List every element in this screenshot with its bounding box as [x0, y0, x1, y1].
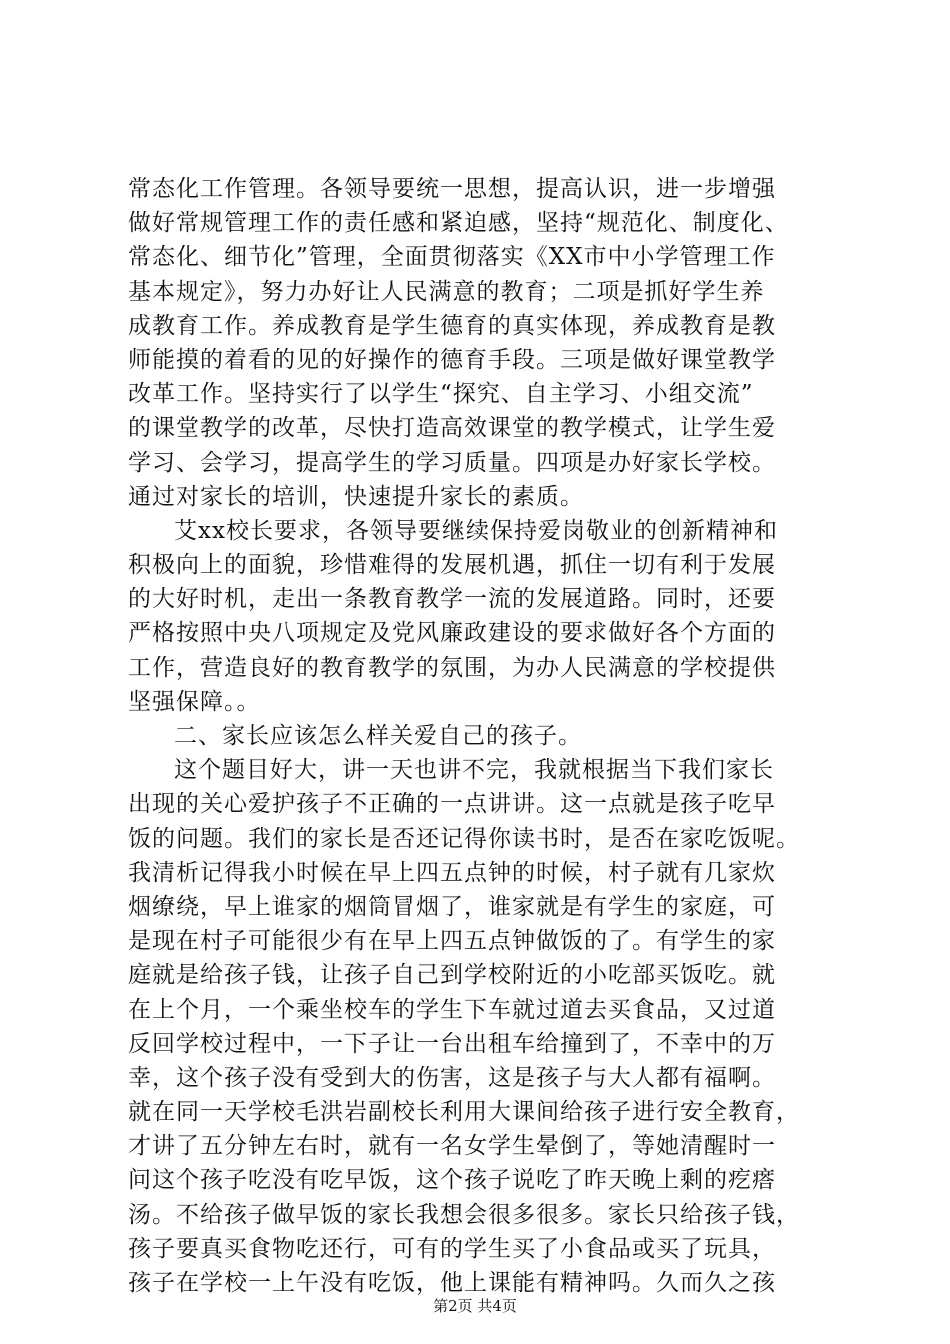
text-line: 工作，营造良好的教育教学的氛围，为办人民满意的学校提供 — [128, 654, 776, 681]
text-line: 问这个孩子吃没有吃早饭，这个孩子说吃了昨天晚上剩的疙瘩 — [128, 1167, 776, 1194]
text-line: 才讲了五分钟左右时，就有一名女学生晕倒了，等她清醒时一 — [128, 1133, 776, 1160]
paragraph-first-line: 艾xx校长要求，各领导要继续保持爱岗敬业的创新精神和 — [174, 517, 778, 544]
text-line: 是现在村子可能很少有在早上四五点钟做饭的了。有学生的家 — [128, 928, 776, 955]
paragraph-first-line: 这个题目好大，讲一天也讲不完，我就根据当下我们家长 — [174, 757, 774, 784]
text-line: 庭就是给孩子钱，让孩子自己到学校附近的小吃部买饭吃。就 — [128, 962, 776, 989]
text-line: 的大好时机，走出一条教育教学一流的发展道路。同时，还要 — [128, 586, 776, 613]
text-line: 我清析记得我小时候在早上四五点钟的时候，村子就有几家炊 — [128, 859, 776, 886]
text-line: 幸，这个孩子没有受到大的伤害，这是孩子与大人都有福啊。 — [128, 1064, 776, 1091]
text-line: 基本规定》，努力办好让人民满意的教育；二项是抓好学生养 — [128, 278, 765, 305]
text-line: 常态化工作管理。各领导要统一思想，提高认识，进一步增强 — [128, 176, 776, 202]
text-line: 的课堂教学的改革，尽快打造高效课堂的教学模式，让学生爱 — [128, 415, 776, 442]
text-line: 饭的问题。我们的家长是否还记得你读书时，是否在家吃饭呢。 — [128, 825, 800, 852]
text-line: 在上个月，一个乘坐校车的学生下车就过道去买食品，又过道 — [128, 996, 776, 1023]
text-line: 孩子在学校一上午没有吃饭，他上课能有精神吗。久而久之孩 — [128, 1270, 776, 1296]
text-line: 严格按照中央八项规定及党风廉政建设的要求做好各个方面的 — [128, 620, 776, 647]
page-number: 第2页 共4页 — [433, 1297, 517, 1315]
text-line: 烟缭绕，早上谁家的烟筒冒烟了，谁家就是有学生的家庭，可 — [128, 893, 776, 920]
text-line: 师能摸的着看的见的好操作的德育手段。三项是做好课堂教学 — [128, 346, 776, 373]
text-line: 坚强保障。。 — [128, 688, 261, 715]
text-line: 成教育工作。养成教育是学生德育的真实体现，养成教育是教 — [128, 312, 776, 339]
page-footer — [0, 1296, 950, 1316]
text-line: 孩子要真买食物吃还行，可有的学生买了小食品或买了玩具， — [128, 1235, 776, 1262]
text-line: 学习、会学习，提高学生的学习质量。四项是办好家长学校。 — [128, 449, 776, 476]
text-line: 反回学校过程中，一下子让一台出租车给撞到了，不幸中的万 — [128, 1030, 776, 1057]
section-heading: 二、家长应该怎么样关爱自己的孩子。 — [174, 723, 582, 749]
text-line: 汤。不给孩子做早饭的家长我想会很多很多。家长只给孩子钱， — [128, 1201, 800, 1228]
text-line: 通过对家长的培训，快速提升家长的素质。 — [128, 483, 584, 510]
text-line: 就在同一天学校毛洪岩副校长利用大课间给孩子进行安全教育， — [128, 1099, 800, 1126]
text-line: 出现的关心爱护孩子不正确的一点讲讲。这一点就是孩子吃早 — [128, 791, 776, 818]
text-line: 常态化、细节化”管理，全面贯彻落实《XX市中小学管理工作 — [128, 244, 776, 271]
body-text — [128, 172, 838, 1300]
text-line: 做好常规管理工作的责任感和紧迫感，坚持“规范化、制度化、 — [128, 210, 789, 237]
text-line: 积极向上的面貌，珍惜难得的发展机遇，抓住一切有利于发展 — [128, 552, 776, 579]
text-line: 改革工作。坚持实行了以学生“探究、自主学习、小组交流” — [128, 381, 754, 408]
